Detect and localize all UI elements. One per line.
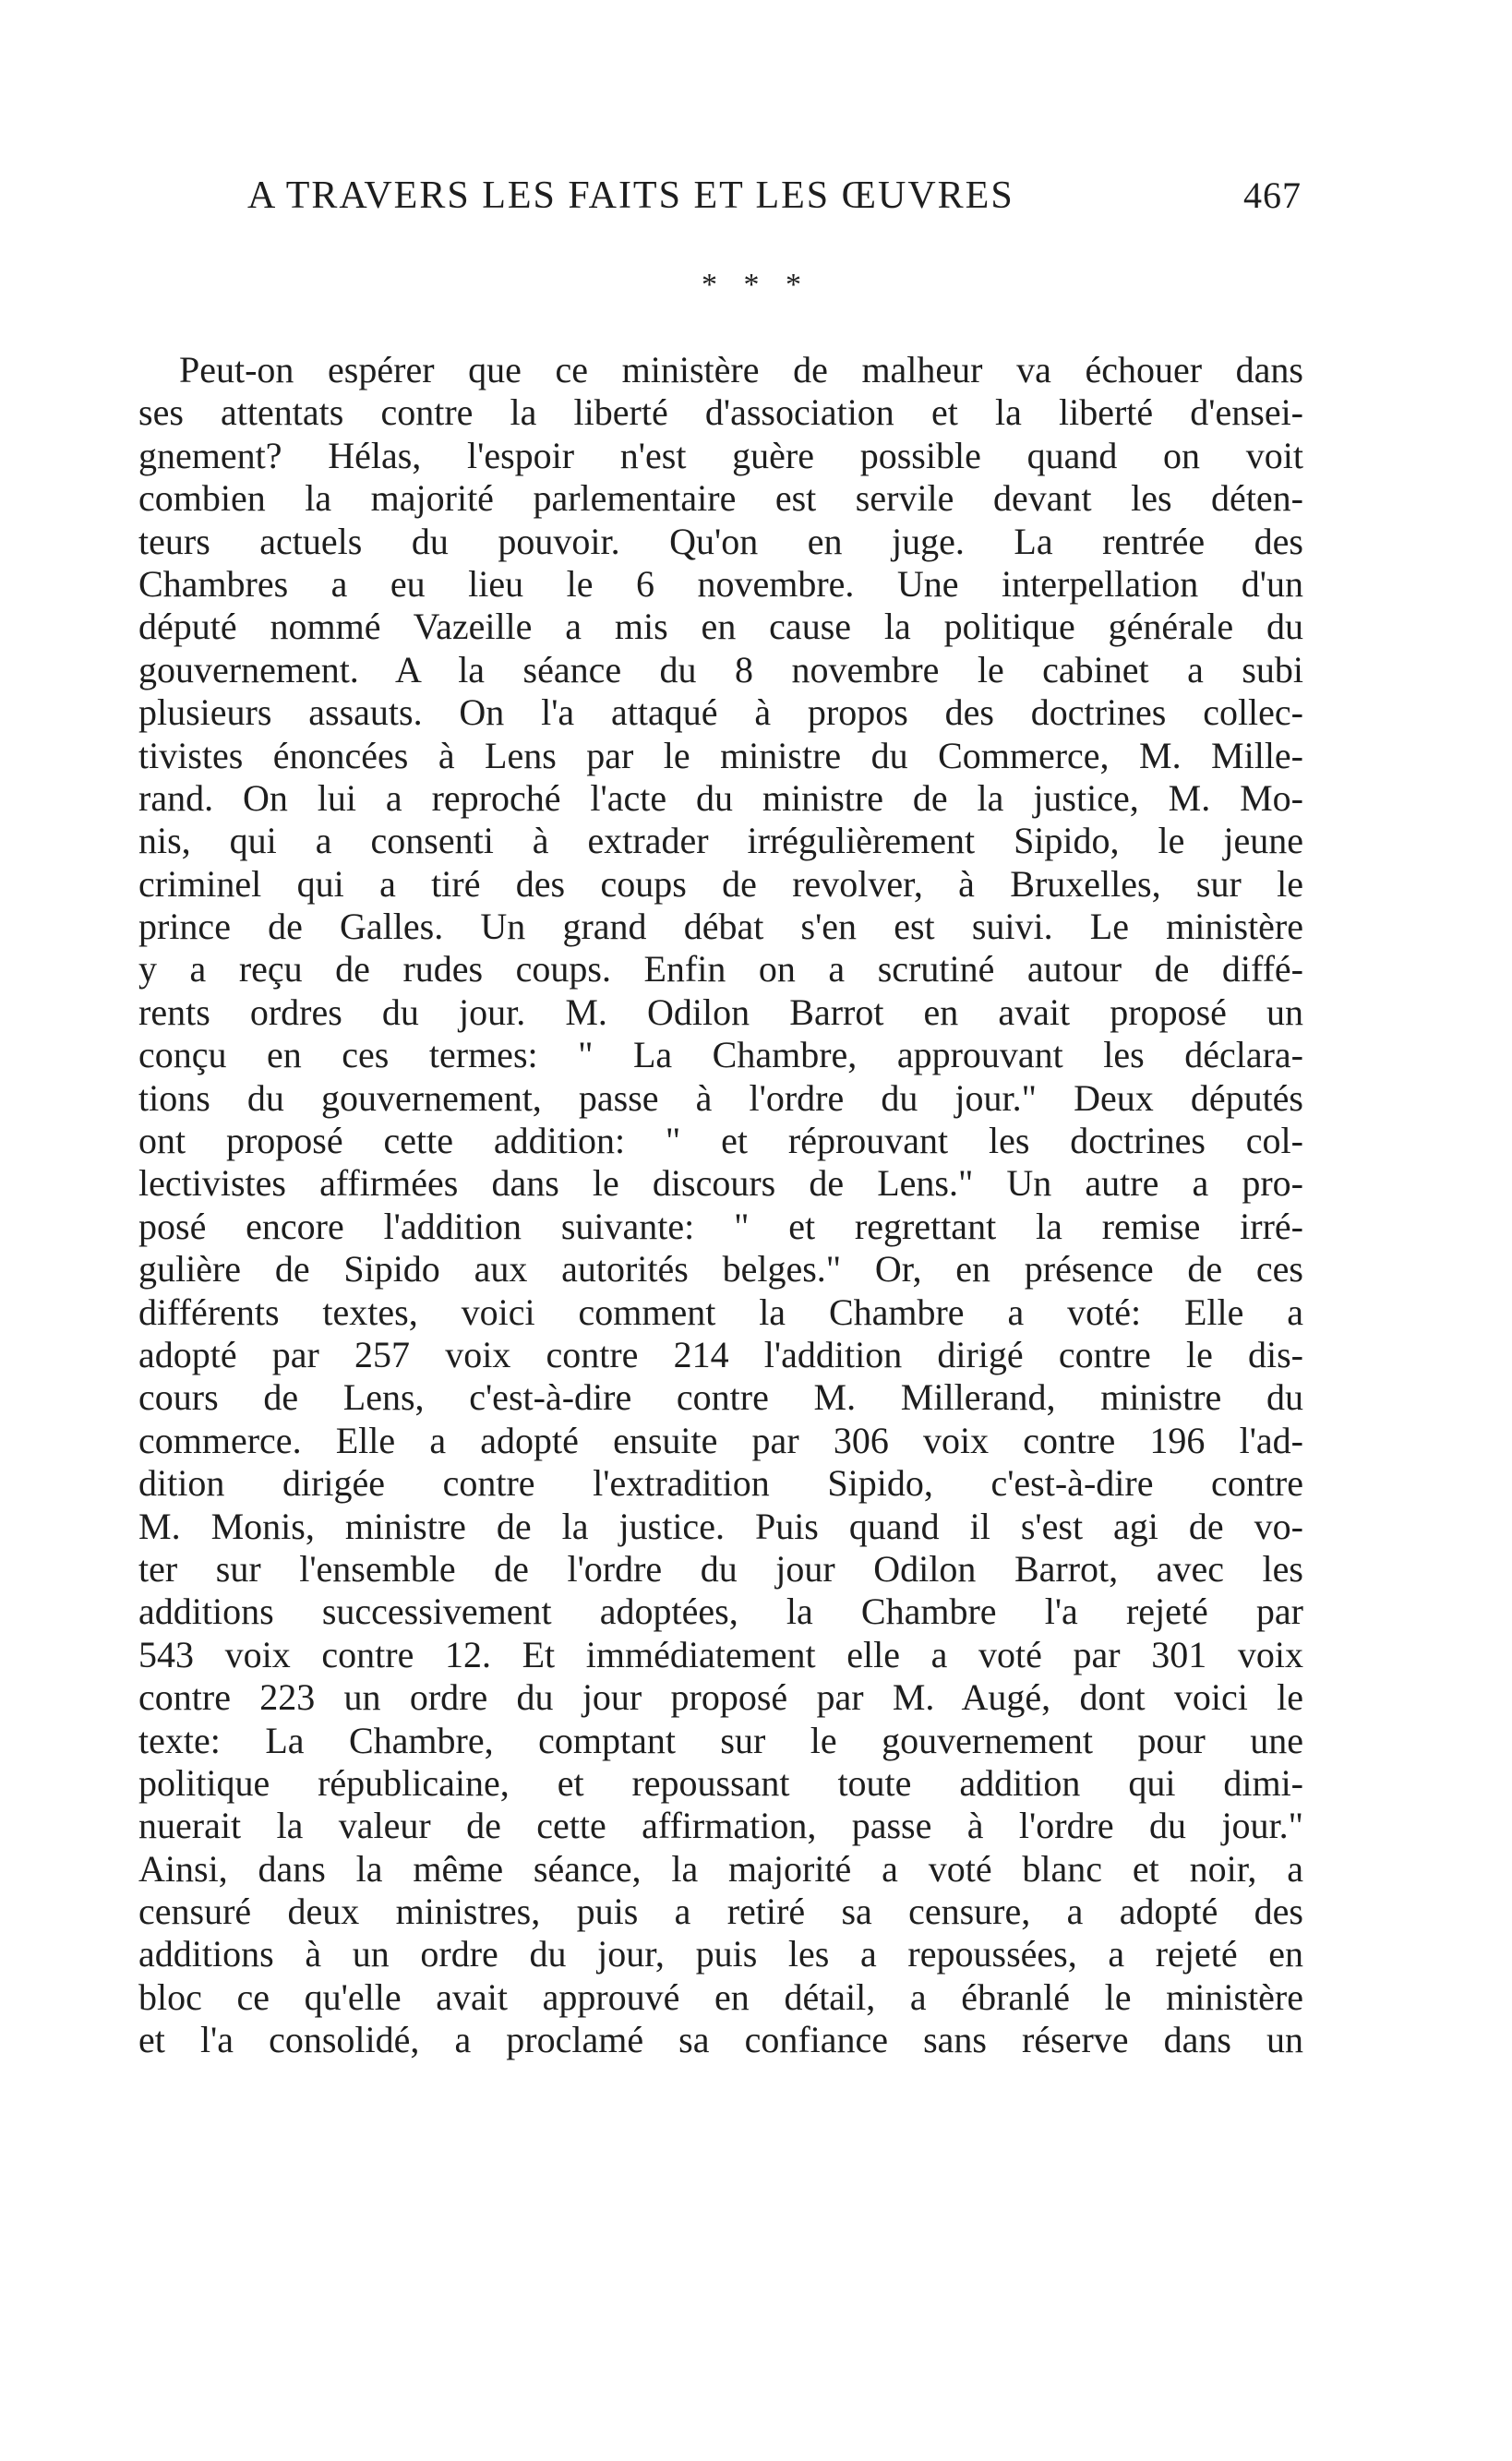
body-paragraph xyxy=(138,349,1303,2062)
text-line: teurs actuels du pouvoir. Qu'on en juge. La rentrée des xyxy=(138,520,1303,562)
text-line: cours de Lens, c'est-à-dire contre M. Millerand, ministre du xyxy=(138,1376,1303,1419)
text-line: Chambres a eu lieu le 6 novembre. Une interpellation d'un xyxy=(138,562,1303,605)
text-line: combien la majorité parlementaire est servile devant les déten- xyxy=(138,477,1303,520)
text-line: ont proposé cette addition: " et réprouvant les doctrines col- xyxy=(138,1120,1303,1162)
text-line: prince de Galles. Un grand débat s'en est suivi. Le ministère xyxy=(138,906,1303,948)
text-line: et l'a consolidé, a proclamé sa confiance sans réserve dans un xyxy=(138,2019,1303,2061)
text-line: plusieurs assauts. On l'a attaqué à propos des doctrines collec- xyxy=(138,691,1303,734)
text-line: 543 voix contre 12. Et immédiatement elle a voté par 301 voix xyxy=(138,1633,1303,1675)
text-line: conçu en ces termes: " La Chambre, approuvant les déclara- xyxy=(138,1034,1303,1076)
text-line: tivistes énoncées à Lens par le ministre du Commerce, M. Mille- xyxy=(138,734,1303,776)
text-line: nuerait la valeur de cette affirmation, passe à l'ordre du jour." xyxy=(138,1805,1303,1847)
text-line: criminel qui a tiré des coups de revolver, à Bruxelles, sur le xyxy=(138,862,1303,905)
text-line: bloc ce qu'elle avait approuvé en détail, a ébranlé le ministère xyxy=(138,1975,1303,2018)
running-head xyxy=(138,174,1302,229)
text-line: rents ordres du jour. M. Odilon Barrot en avait proposé un xyxy=(138,990,1303,1033)
text-line: additions à un ordre du jour, puis les a repoussées, a rejeté en xyxy=(138,1933,1303,1975)
text-line: nis, qui a consenti à extrader irrégulièrement Sipido, le jeune xyxy=(138,820,1303,862)
page-number: 467 xyxy=(1243,174,1302,216)
text-line: M. Monis, ministre de la justice. Puis quand il s'est agi de vo- xyxy=(138,1505,1303,1547)
text-line: Peut-on espérer que ce ministère de malheur va échouer dans xyxy=(179,349,1303,390)
text-line: ses attentats contre la liberté d'association et la liberté d'ensei- xyxy=(138,391,1303,434)
text-line: y a reçu de rudes coups. Enfin on a scrutiné autour de diffé- xyxy=(138,948,1303,990)
text-line: censuré deux ministres, puis a retiré sa censure, a adopté des xyxy=(138,1891,1303,1933)
text-line: lectivistes affirmées dans le discours de Lens." Un autre a pro- xyxy=(138,1162,1303,1205)
text-line: Ainsi, dans la même séance, la majorité a voté blanc et noir, a xyxy=(138,1847,1303,1890)
text-line: ter sur l'ensemble de l'ordre du jour Odilon Barrot, avec les xyxy=(138,1547,1303,1590)
text-line: texte: La Chambre, comptant sur le gouvernement pour une xyxy=(138,1719,1303,1761)
text-line: différents textes, voici comment la Chambre a voté: Elle a xyxy=(138,1291,1303,1333)
text-line: contre 223 un ordre du jour proposé par M. Augé, dont voici le xyxy=(138,1676,1303,1719)
text-line: gulière de Sipido aux autorités belges." Or, en présence de ces xyxy=(138,1248,1303,1291)
running-title: A TRAVERS LES FAITS ET LES ŒUVRES xyxy=(247,174,1014,217)
text-line: gouvernement. A la séance du 8 novembre le cabinet a subi xyxy=(138,648,1303,690)
text-line: gnement? Hélas, l'espoir n'est guère possible quand on voit xyxy=(138,434,1303,476)
text-line: tions du gouvernement, passe à l'ordre du jour." Deux députés xyxy=(138,1076,1303,1119)
text-line: adopté par 257 voix contre 214 l'addition dirigé contre le dis- xyxy=(138,1333,1303,1375)
text-line: rand. On lui a reproché l'acte du ministre de la justice, M. Mo- xyxy=(138,776,1303,819)
text-line: posé encore l'addition suivante: " et regrettant la remise irré- xyxy=(138,1205,1303,1247)
text-line: additions successivement adoptées, la Chambre l'a rejeté par xyxy=(138,1591,1303,1633)
text-line: député nommé Vazeille a mis en cause la politique générale du xyxy=(138,606,1303,648)
section-ornament: * * * xyxy=(702,268,810,302)
text-line: commerce. Elle a adopté ensuite par 306 voix contre 196 l'ad- xyxy=(138,1419,1303,1461)
text-line: dition dirigée contre l'extradition Sipido, c'est-à-dire contre xyxy=(138,1462,1303,1505)
text-line: politique républicaine, et repoussant toute addition qui dimi- xyxy=(138,1761,1303,1804)
